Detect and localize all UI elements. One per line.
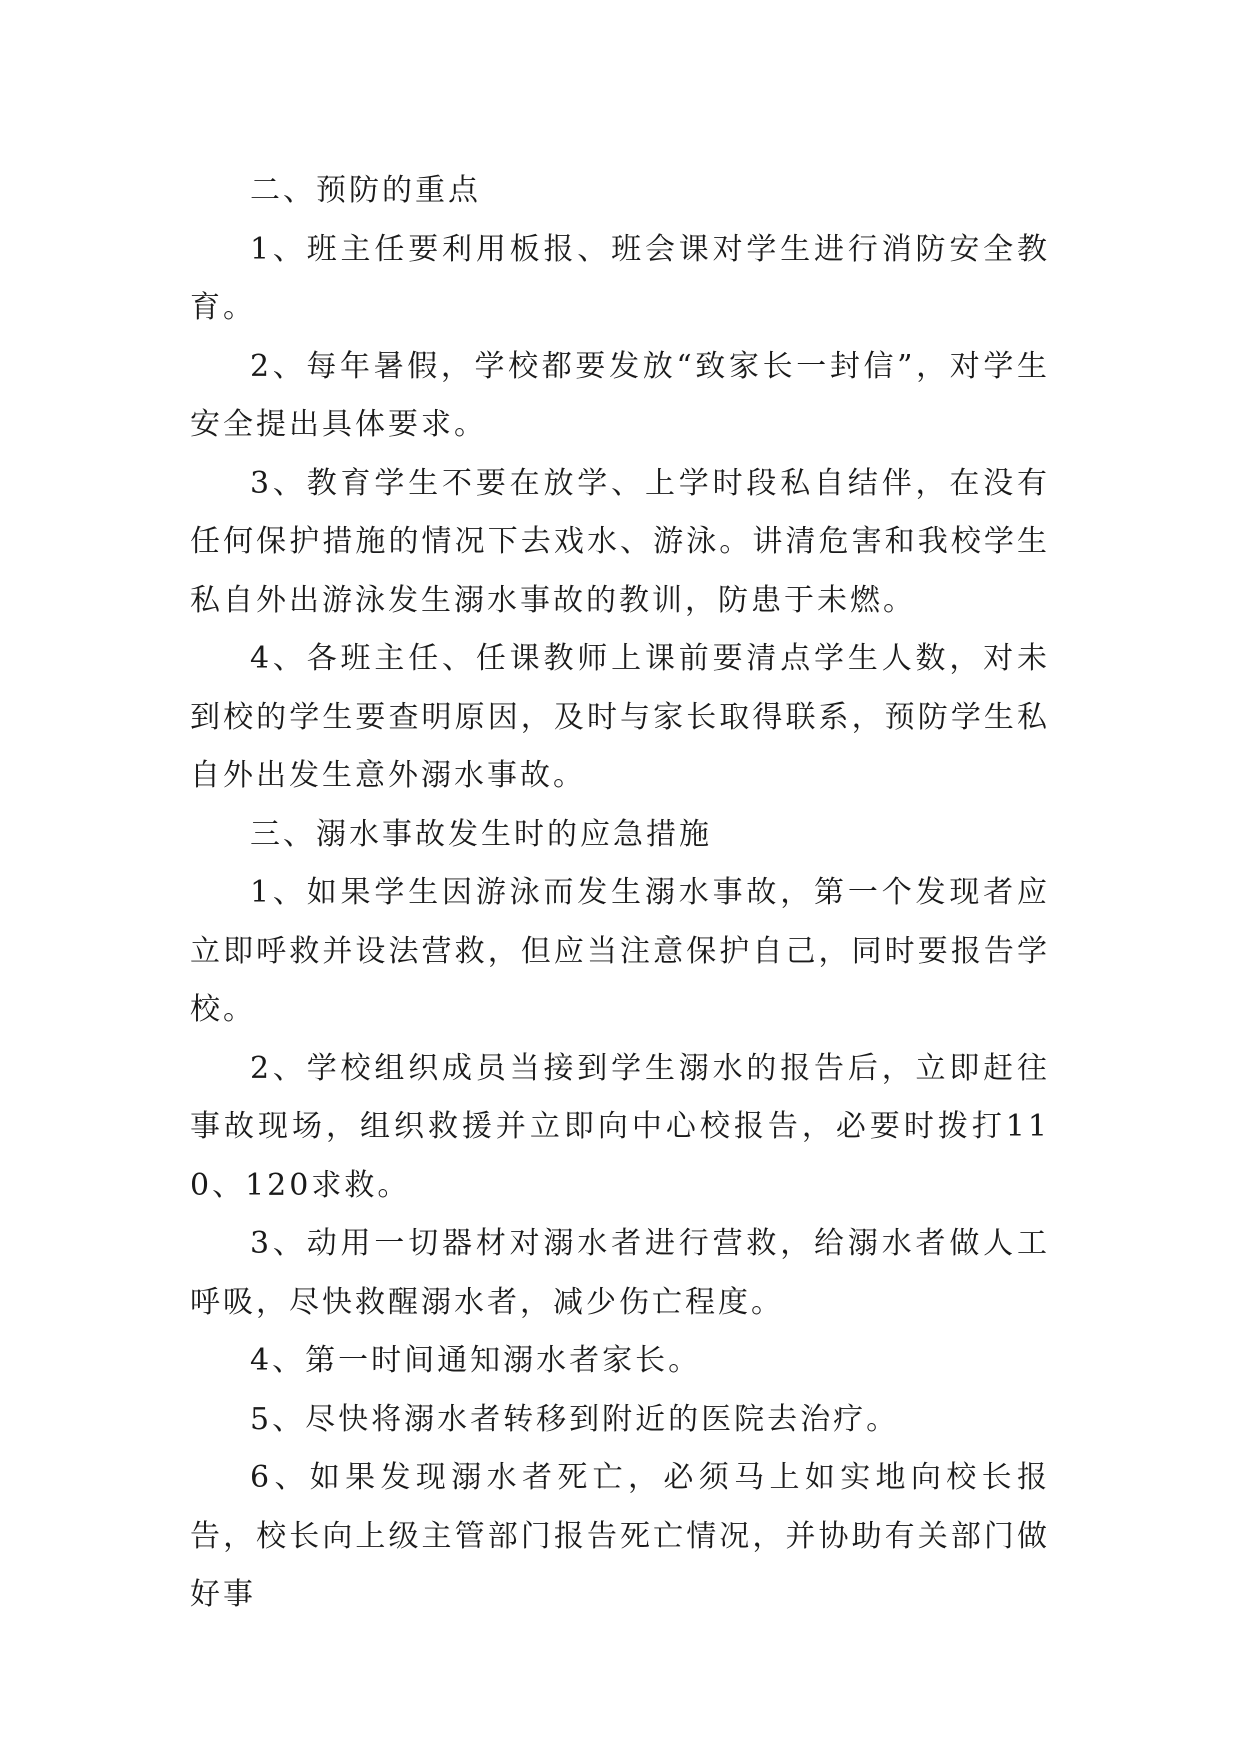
- paragraph: 5、尽快将溺水者转移到附近的医院去治疗。: [250, 1401, 900, 1437]
- paragraph: 3、教育学生不要在放学、上学时段私自结伴，在没有任何保护措施的情况下去戏水、游泳。讲清危害和我校学生私自外出游泳发生溺水事故的教训，防患于未燃。: [190, 465, 1050, 618]
- paragraph: 3、动用一切器材对溺水者进行营救，给溺水者做人工呼吸，尽快救醒溺水者，减少伤亡程度。: [190, 1226, 1050, 1320]
- section-heading-prevention: 二、预防的重点: [250, 173, 481, 208]
- paragraph: 4、各班主任、任课教师上课前要清点学生人数，对未到校的学生要查明原因，及时与家长取得联系，预防学生私自外出发生意外溺水事故。: [190, 641, 1050, 793]
- paragraph: 2、每年暑假，学校都要发放“致家长一封信”，对学生安全提出具体要求。: [190, 348, 1050, 442]
- paragraph: 6、如果发现溺水者死亡，必须马上如实地向校长报告，校长向上级主管部门报告死亡情况，并协助有关部门做好事: [190, 1460, 1050, 1612]
- paragraph: 4、第一时间通知溺水者家长。: [250, 1343, 702, 1378]
- paragraph: 2、学校组织成员当接到学生溺水的报告后，立即赶往事故现场，组织救援并立即向中心校报告，必要时拨打110、120求救。: [190, 1050, 1050, 1203]
- section-heading-emergency: 三、溺水事故发生时的应急措施: [250, 816, 712, 852]
- paragraph: 1、班主任要利用板报、班会课对学生进行消防安全教育。: [190, 231, 1050, 325]
- document-body: [190, 162, 1050, 1625]
- paragraph: 1、如果学生因游泳而发生溺水事故，第一个发现者应立即呼救并设法营救，但应当注意保护自己，同时要报告学校。: [190, 875, 1050, 1027]
